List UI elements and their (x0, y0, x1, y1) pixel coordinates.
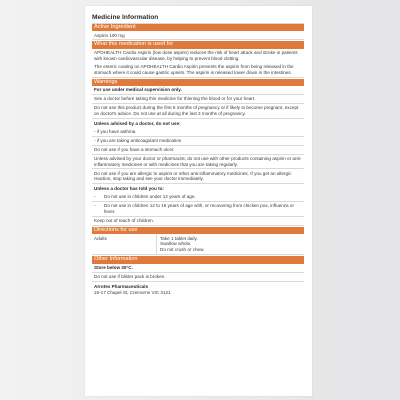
usage-text (92, 49, 304, 78)
warning-stomach-ulcer: Do not use if you have a stomach ulcer. (92, 146, 304, 155)
dash-marker: - (94, 194, 96, 200)
section-usage-header: What this medication is used for (92, 41, 304, 48)
warning-allergy: Do not use if you are allergic to aspirin or other anti-inflammatory medicines. If you get an allergic reaction, stop taking and see your doctor immediately. (92, 169, 304, 184)
usage-paragraph-1: APOHEALTH Cardio Aspirin (low dose aspirin) reduces the risk of heart attack and stroke in patients with known cardiovascular disease, by helping to prevent blood clotting. (94, 50, 298, 61)
direction-no-crush: Do not crush or chew. (160, 247, 205, 253)
warning-children-under-12 (92, 193, 304, 202)
panel-title: Medicine Information (92, 14, 304, 24)
warning-supervision: For use under medical supervision only. (92, 86, 304, 95)
warning-other-products: Unless advised by your doctor or pharmacist, do not use with other products containing aspirin or anti-inflammatory medicines or with medicines that you are taking regularly. (92, 155, 304, 170)
storage-text: Store below 30°C. (92, 264, 304, 273)
warning-advised-heading: Unless advised by a doctor, do not use: (94, 121, 181, 127)
dash-marker: - (94, 203, 96, 209)
section-warnings-header: Warnings (92, 79, 304, 86)
medicine-information-panel (92, 14, 304, 297)
warning-children-heading: Unless a doctor has told you to: (94, 186, 164, 192)
warning-see-doctor: See a doctor before taking this medicine for thinning the blood or for your heart. (92, 95, 304, 104)
blister-text: Do not use if blister pack is broken. (92, 273, 304, 282)
warning-pregnancy: Do not use this product during the first 6 months of pregnancy or if likely to become pregnant, except on doctor's advice. Do not use at all during the last 3 months of pregnancy. (92, 104, 304, 119)
section-other-information-header: Other Information (92, 256, 304, 263)
warning-children-12-16-text: Do not use in children 12 to 16 years of age with, or recovering from chicken pox, influenza or fever. (104, 203, 294, 214)
warning-asthma: - if you have asthma (92, 128, 304, 137)
warning-anticoagulant: - if you are taking anticoagulant medication (92, 137, 304, 146)
directions-table (92, 234, 304, 255)
active-ingredient-value: Aspirin 100 mg (92, 31, 304, 40)
section-active-ingredient-header: Active Ingredient (92, 24, 304, 31)
directions-instructions (157, 234, 304, 254)
warning-reach-of-children: Keep out of reach of children. (92, 217, 304, 226)
directions-group: Adults (92, 234, 157, 254)
company-address: 15-17 Chapel St, Cremorne VIC 3121 (94, 290, 171, 296)
company-name: Arrotex Pharmaceuticals (94, 284, 149, 290)
warning-children-12-16 (92, 202, 304, 217)
section-directions-header: Directions for use (92, 227, 304, 234)
direction-dose: Take 1 tablet daily. (160, 235, 198, 241)
warning-children-under-12-text: Do not use in children under 12 years of age. (104, 194, 196, 200)
usage-paragraph-2: The enteric coating on APOHEALTH Cardio Aspirin prevents the aspirin from being released in the stomach where it could cause gastric upsets. The aspirin is released lower down in the intestines. (94, 63, 294, 75)
direction-swallow: Swallow whole. (160, 241, 192, 247)
